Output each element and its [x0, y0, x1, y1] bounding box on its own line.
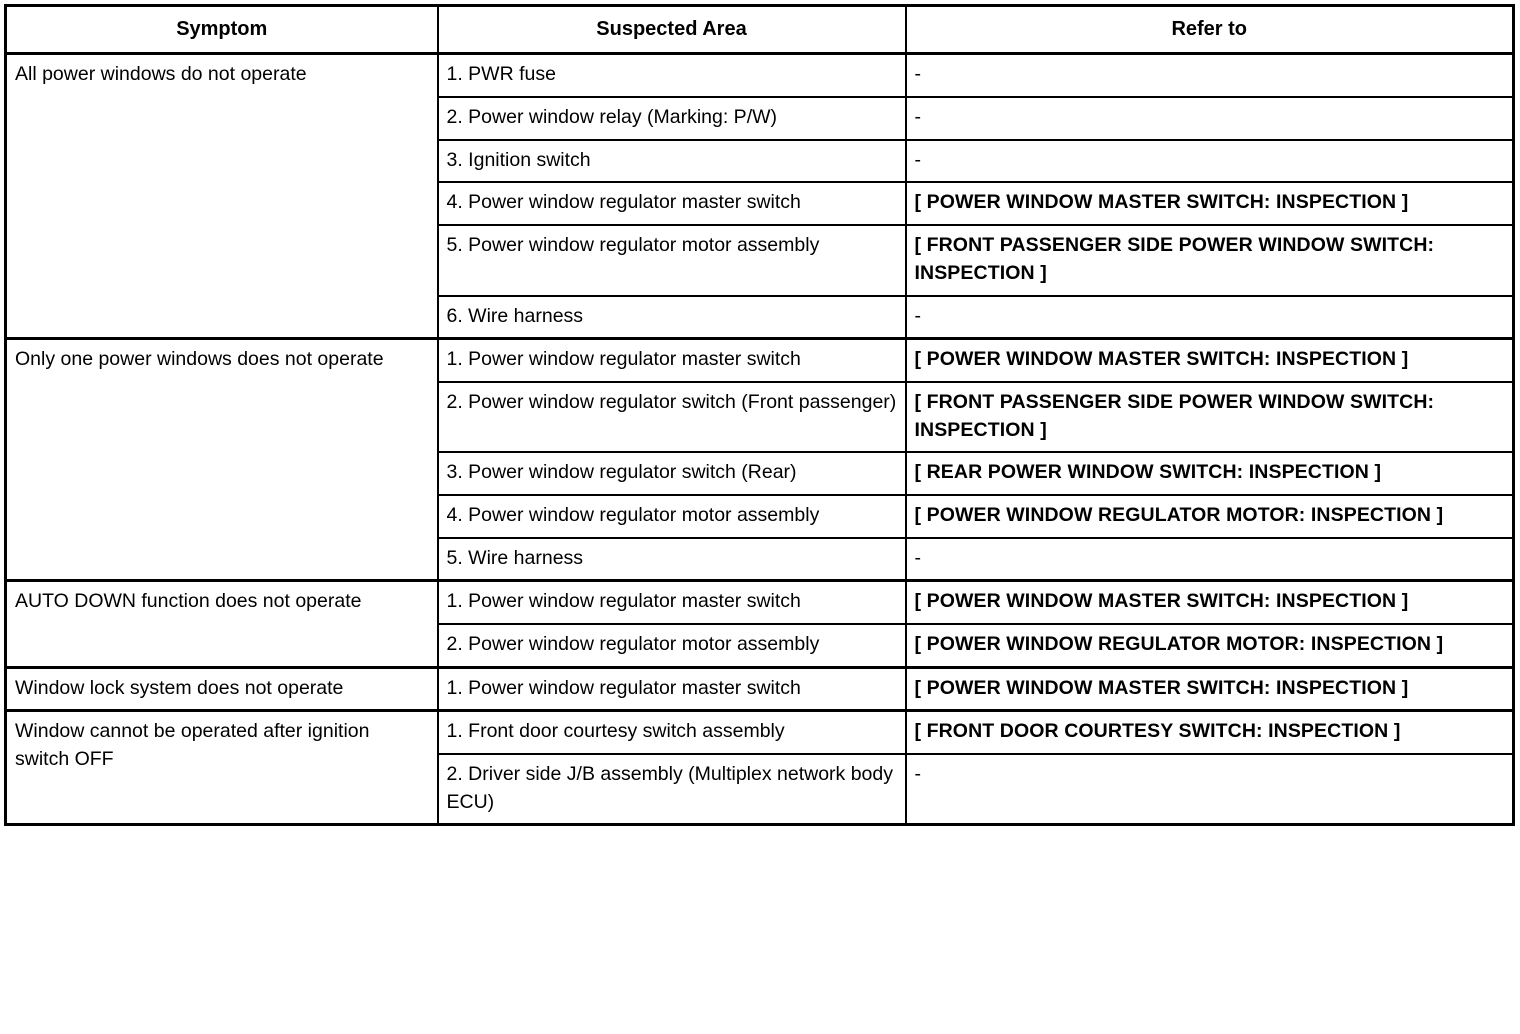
refer-to-cell: -: [906, 140, 1514, 183]
symptom-cell: AUTO DOWN function does not operate: [6, 581, 438, 667]
refer-to-cell[interactable]: [ POWER WINDOW REGULATOR MOTOR: INSPECTION ]: [906, 495, 1514, 538]
column-header-symptom: Symptom: [6, 6, 438, 54]
refer-to-cell[interactable]: [ POWER WINDOW MASTER SWITCH: INSPECTION ]: [906, 339, 1514, 382]
refer-to-cell: -: [906, 296, 1514, 339]
refer-to-cell[interactable]: [ FRONT PASSENGER SIDE POWER WINDOW SWITCH: INSPECTION ]: [906, 225, 1514, 295]
table-header: [6, 6, 1514, 54]
table-body: [6, 54, 1514, 825]
suspected-area-cell: 4. Power window regulator motor assembly: [438, 495, 906, 538]
suspected-area-cell: 2. Power window regulator motor assembly: [438, 624, 906, 667]
table-row: [6, 581, 1514, 624]
suspected-area-cell: 2. Power window relay (Marking: P/W): [438, 97, 906, 140]
suspected-area-cell: 1. Front door courtesy switch assembly: [438, 711, 906, 754]
suspected-area-cell: 3. Ignition switch: [438, 140, 906, 183]
refer-to-cell[interactable]: [ FRONT PASSENGER SIDE POWER WINDOW SWITCH: INSPECTION ]: [906, 382, 1514, 452]
symptom-cell: Only one power windows does not operate: [6, 339, 438, 581]
suspected-area-cell: 6. Wire harness: [438, 296, 906, 339]
suspected-area-cell: 1. Power window regulator master switch: [438, 339, 906, 382]
symptom-cell: Window cannot be operated after ignition switch OFF: [6, 711, 438, 825]
suspected-area-cell: 3. Power window regulator switch (Rear): [438, 452, 906, 495]
table-row: [6, 54, 1514, 97]
suspected-area-cell: 4. Power window regulator master switch: [438, 182, 906, 225]
refer-to-cell: -: [906, 54, 1514, 97]
suspected-area-cell: 5. Power window regulator motor assembly: [438, 225, 906, 295]
refer-to-cell[interactable]: [ FRONT DOOR COURTESY SWITCH: INSPECTION ]: [906, 711, 1514, 754]
refer-to-cell: -: [906, 754, 1514, 825]
suspected-area-cell: 1. Power window regulator master switch: [438, 667, 906, 711]
symptom-cell: All power windows do not operate: [6, 54, 438, 339]
suspected-area-cell: 1. Power window regulator master switch: [438, 581, 906, 624]
table-header-row: [6, 6, 1514, 54]
suspected-area-cell: 1. PWR fuse: [438, 54, 906, 97]
suspected-area-cell: 2. Power window regulator switch (Front passenger): [438, 382, 906, 452]
table-row: [6, 339, 1514, 382]
column-header-refer-to: Refer to: [906, 6, 1514, 54]
refer-to-cell[interactable]: [ POWER WINDOW MASTER SWITCH: INSPECTION ]: [906, 667, 1514, 711]
table-row: [6, 667, 1514, 711]
refer-to-cell: -: [906, 97, 1514, 140]
refer-to-cell[interactable]: [ POWER WINDOW MASTER SWITCH: INSPECTION ]: [906, 581, 1514, 624]
suspected-area-cell: 2. Driver side J/B assembly (Multiplex network body ECU): [438, 754, 906, 825]
symptom-cell: Window lock system does not operate: [6, 667, 438, 711]
table-row: [6, 711, 1514, 754]
symptom-troubleshooting-table: [4, 4, 1515, 826]
refer-to-cell: -: [906, 538, 1514, 581]
suspected-area-cell: 5. Wire harness: [438, 538, 906, 581]
column-header-suspected-area: Suspected Area: [438, 6, 906, 54]
refer-to-cell[interactable]: [ REAR POWER WINDOW SWITCH: INSPECTION ]: [906, 452, 1514, 495]
refer-to-cell[interactable]: [ POWER WINDOW MASTER SWITCH: INSPECTION ]: [906, 182, 1514, 225]
refer-to-cell[interactable]: [ POWER WINDOW REGULATOR MOTOR: INSPECTION ]: [906, 624, 1514, 667]
